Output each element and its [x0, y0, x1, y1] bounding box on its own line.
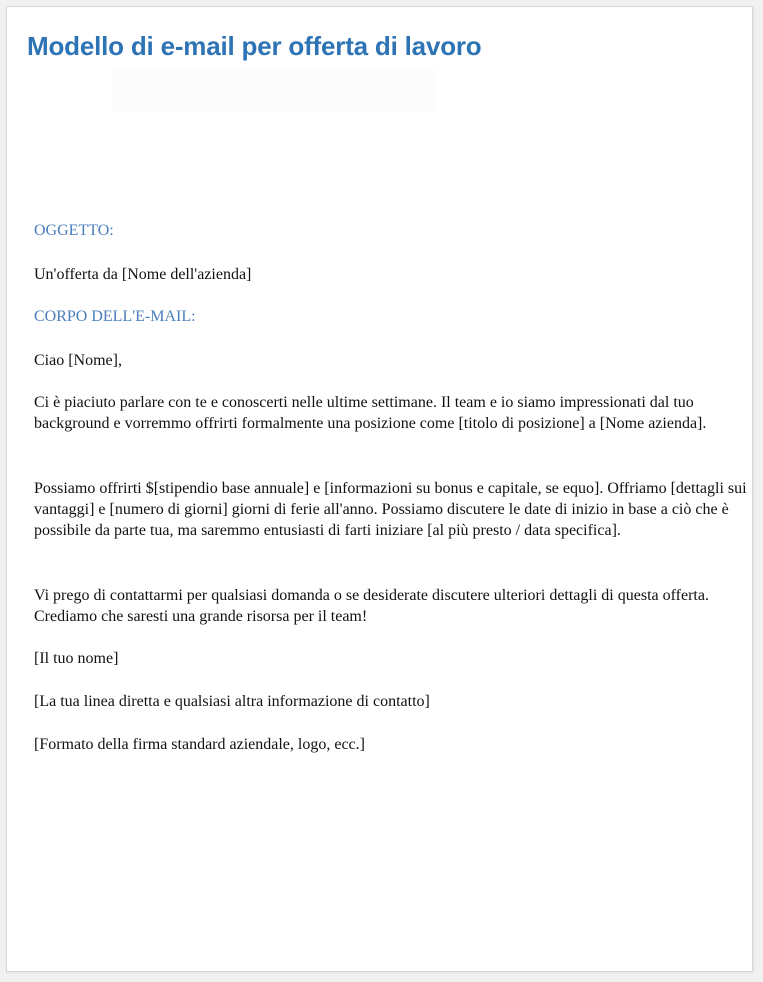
document-content — [27, 7, 747, 753]
subject-line: Un'offerta da [Nome dell'azienda] — [34, 266, 252, 283]
paragraph-closing: Vi prego di contattarmi per qualsiasi domanda o se desiderate discutere ulteriori dettagli di questa offerta. Crediamo che saresti una grande risorsa per il team! — [34, 587, 709, 625]
document-page — [6, 6, 753, 972]
email-body-heading: CORPO DELL'E-MAIL: — [34, 308, 196, 325]
signature-format: [Formato della firma standard aziendale, logo, ecc.] — [34, 736, 365, 753]
redacted-text-block — [112, 69, 436, 111]
subject-heading: OGGETTO: — [34, 222, 114, 239]
paragraph-intro: Ci è piaciuto parlare con te e conoscerti nelle ultime settimane. Il team e io siamo impressionati dal tuo background e vorremmo offrirti formalmente una posizione come [titolo di posizione] a [Nome azienda]. — [34, 394, 707, 432]
page-title: Modello di e-mail per offerta di lavoro — [27, 31, 482, 61]
signature-name: [Il tuo nome] — [34, 650, 119, 667]
greeting-line: Ciao [Nome], — [34, 352, 122, 369]
signature-contact: [La tua linea diretta e qualsiasi altra informazione di contatto] — [34, 693, 430, 710]
paragraph-offer: Possiamo offrirti $[stipendio base annuale] e [informazioni su bonus e capitale, se equo]. Offriamo [dettagli sui vantaggi] e [numero di giorni] giorni di ferie all'anno. Possiamo discutere le date di inizio in base a ciò che è possibile da parte tua, ma saremmo entusiasti di farti iniziare [al più presto / data specifica]. — [34, 480, 747, 539]
